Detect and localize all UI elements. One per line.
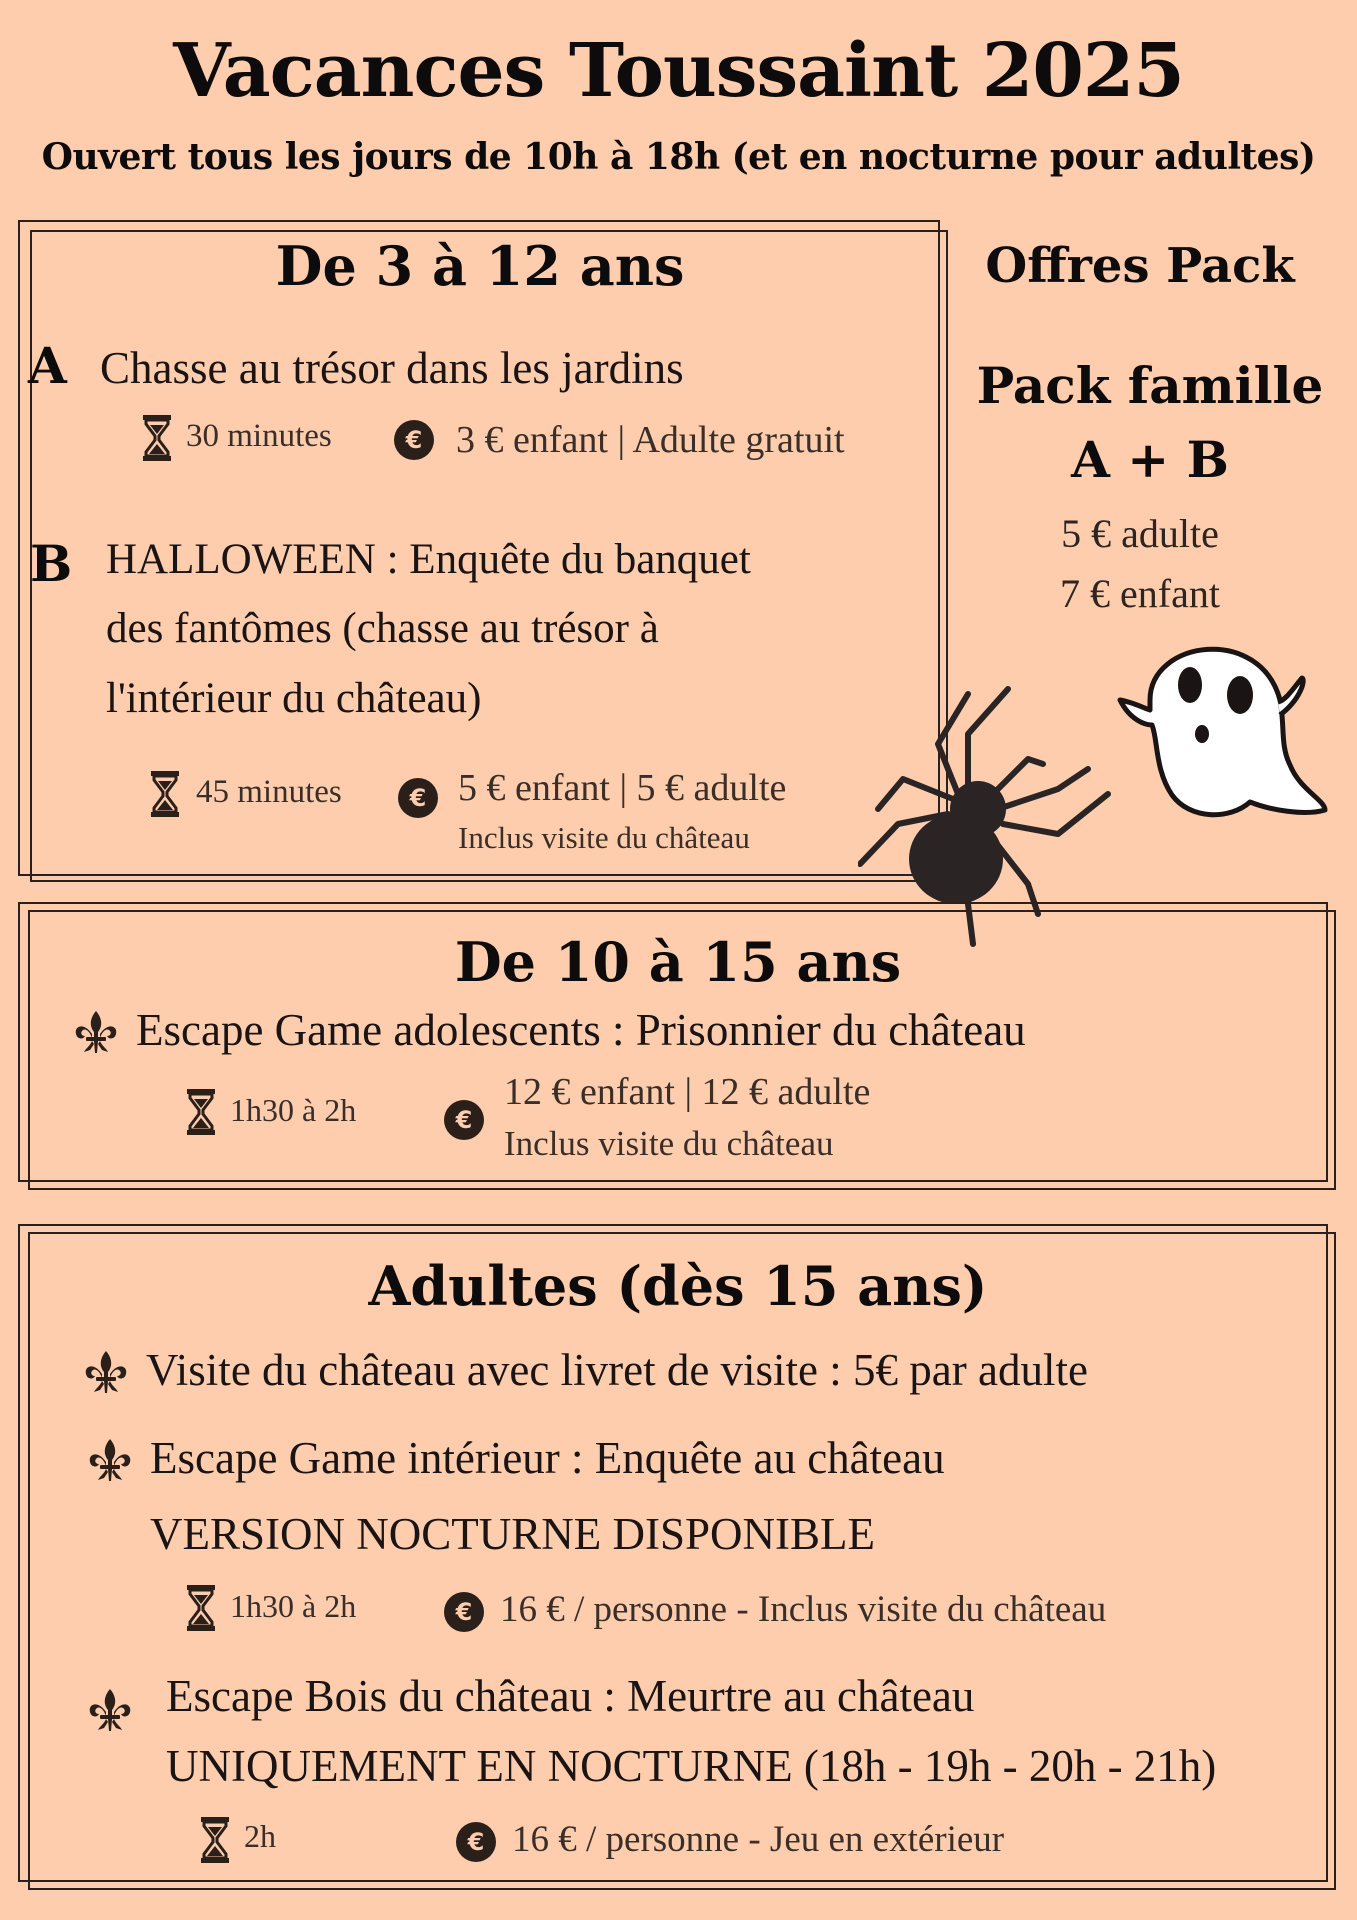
escape-in-duration: 1h30 à 2h [230,1588,357,1624]
teens-title: Escape Game adolescents : Prisonnier du château [136,1005,1026,1055]
euro-icon: € [456,1822,496,1862]
activity-b-note: Inclus visite du château [458,820,750,855]
escape-wood-price: 16 € / personne - Jeu en extérieur [512,1819,1005,1860]
hourglass-icon [150,770,180,818]
page-title: Vacances Toussaint 2025 [173,28,1184,114]
activity-a-letter: A [28,336,67,395]
escape-wood-line1: Escape Bois du château : Meurtre au château [166,1671,975,1721]
fleur-de-lis-icon [72,1008,120,1056]
euro-icon: € [398,778,438,818]
fleur-de-lis-icon [86,1436,134,1484]
ghost-icon [1110,630,1340,840]
euro-icon: € [444,1592,484,1632]
hourglass-icon [142,414,172,462]
teens-duration: 1h30 à 2h [230,1092,357,1128]
escape-in-line1: Escape Game intérieur : Enquête au château [150,1433,945,1483]
adults-heading: Adultes (dès 15 ans) [368,1254,988,1318]
escape-in-price: 16 € / personne - Inclus visite du château [500,1589,1107,1630]
teens-heading: De 10 à 15 ans [454,930,902,994]
activity-a-duration: 30 minutes [186,418,332,454]
fleur-de-lis-icon [86,1686,134,1734]
hourglass-icon [186,1088,216,1136]
activity-b-line1: HALLOWEEN : Enquête du banquet [106,536,751,583]
hourglass-icon [186,1584,216,1632]
escape-wood-line2: UNIQUEMENT EN NOCTURNE (18h - 19h - 20h - 21h) [166,1741,1217,1791]
pack-combo: A + B [1071,430,1229,489]
page-subtitle: Ouvert tous les jours de 10h à 18h (et en nocturne pour adultes) [41,136,1316,178]
fleur-de-lis-icon [82,1348,130,1396]
activity-b-letter: B [30,534,73,593]
adults-visit: Visite du château avec livret de visite : 5€ par adulte [146,1345,1088,1395]
euro-icon: € [444,1100,484,1140]
activity-a-title: Chasse au trésor dans les jardins [100,343,684,393]
escape-wood-duration: 2h [244,1818,276,1854]
pack-price-child: 7 € enfant [1060,571,1220,616]
teens-price: 12 € enfant | 12 € adulte [504,1071,871,1113]
escape-in-line2: VERSION NOCTURNE DISPONIBLE [150,1509,876,1559]
activity-a-price: 3 € enfant | Adulte gratuit [456,419,845,461]
activity-b-price: 5 € enfant | 5 € adulte [458,767,787,809]
teens-note: Inclus visite du château [504,1124,834,1163]
activity-b-line3: l'intérieur du château) [106,675,482,722]
activity-b-line2: des fantômes (chasse au trésor à [106,605,659,652]
kids-heading: De 3 à 12 ans [275,234,685,298]
pack-name: Pack famille [976,356,1324,415]
pack-price-adult: 5 € adulte [1061,511,1219,556]
activity-b-duration: 45 minutes [196,774,342,810]
euro-icon: € [394,420,434,460]
hourglass-icon [200,1816,230,1864]
offers-heading: Offres Pack [985,238,1295,294]
